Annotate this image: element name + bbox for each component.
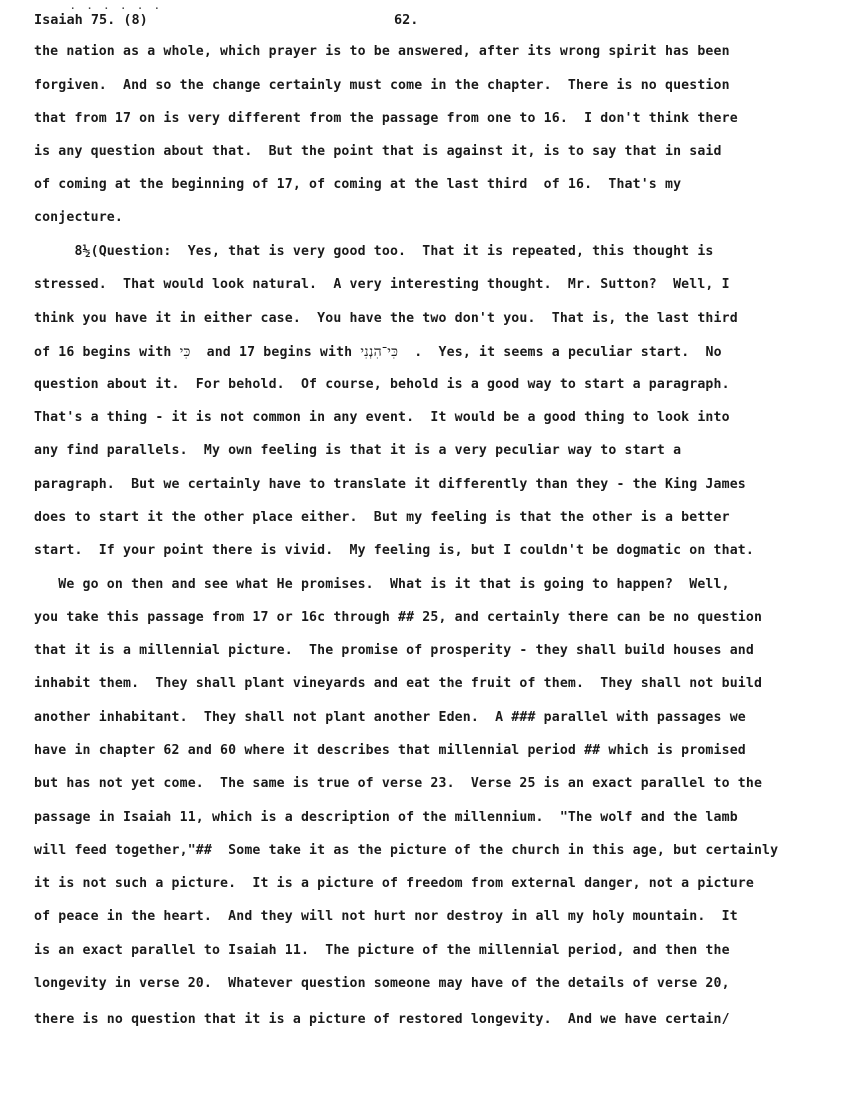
text-line: paragraph. But we certainly have to translate it differently than they - the King James (34, 477, 746, 492)
text-line: it is not such a picture. It is a picture of freedom from external danger, not a picture (34, 876, 754, 891)
text-line: longevity in verse 20. Whatever question someone may have of the details of verse 20, (34, 976, 730, 991)
text-line: that from 17 on is very different from the passage from one to 16. I don't think there (34, 111, 738, 126)
text-line: That's a thing - it is not common in any event. It would be a good thing to look into (34, 410, 730, 425)
hebrew-word: כִּי (179, 344, 191, 360)
text-line: forgiven. And so the change certainly must come in the chapter. There is no question (34, 78, 730, 93)
hebrew-word: כִּי־הִנְנִי (360, 344, 399, 360)
text-line: is any question about that. But the point that is against it, is to say that in said (34, 144, 722, 159)
text-line: passage in Isaiah 11, which is a description of the millennium. "The wolf and the lamb (34, 810, 738, 825)
text-line: start. If your point there is vivid. My feeling is, but I couldn't be dogmatic on that. (34, 543, 754, 558)
text-line: the nation as a whole, which prayer is to be answered, after its wrong spirit has been (34, 44, 730, 59)
text-line: conjecture. (34, 210, 123, 225)
text-line-with-hebrew: of 16 begins with כִּי and 17 begins with כִּי־הִנְנִי . Yes, it seems a peculiar start. No (34, 344, 722, 360)
text-line: question about it. For behold. Of course, behold is a good way to start a paragraph. (34, 377, 730, 392)
page-number: 62. (394, 12, 419, 28)
text-line: have in chapter 62 and 60 where it describes that millennial period ## which is promised (34, 743, 746, 758)
text-line: inhabit them. They shall plant vineyards and eat the fruit of them. They shall not build (34, 676, 763, 691)
text-line: does to start it the other place either. But my feeling is that the other is a better (34, 510, 730, 525)
text-line: but has not yet come. The same is true of verse 23. Verse 25 is an exact parallel to the (34, 776, 763, 791)
text-line: think you have it in either case. You have the two don't you. That is, the last third (34, 311, 738, 326)
page-header (34, 2, 814, 36)
text-line: We go on then and see what He promises. What is it that is going to happen? Well, (34, 577, 730, 592)
text-line: there is no question that it is a picture of restored longevity. And we have certain/ (34, 1012, 730, 1027)
text-line: any find parallels. My own feeling is that it is a very peculiar way to start a (34, 443, 682, 458)
text-line: stressed. That would look natural. A very interesting thought. Mr. Sutton? Well, I (34, 277, 730, 292)
text-line: you take this passage from 17 or 16c through ## 25, and certainly there can be no question (34, 610, 763, 625)
margin-dots: . . . . . . (70, 2, 163, 12)
text-line: will feed together,"## Some take it as the picture of the church in this age, but certainly (34, 843, 779, 858)
text-line: 8½(Question: Yes, that is very good too. That it is repeated, this thought is (34, 244, 714, 259)
text-line: that it is a millennial picture. The promise of prosperity - they shall build houses and (34, 643, 754, 658)
text-line: is an exact parallel to Isaiah 11. The picture of the millennial period, and then the (34, 943, 730, 958)
text-line: another inhabitant. They shall not plant another Eden. A ### parallel with passages we (34, 710, 746, 725)
header-title: Isaiah 75. (8) (34, 12, 148, 28)
text-line: of coming at the beginning of 17, of coming at the last third of 16. That's my (34, 177, 682, 192)
text-line: of peace in the heart. And they will not hurt nor destroy in all my holy mountain. It (34, 909, 738, 924)
